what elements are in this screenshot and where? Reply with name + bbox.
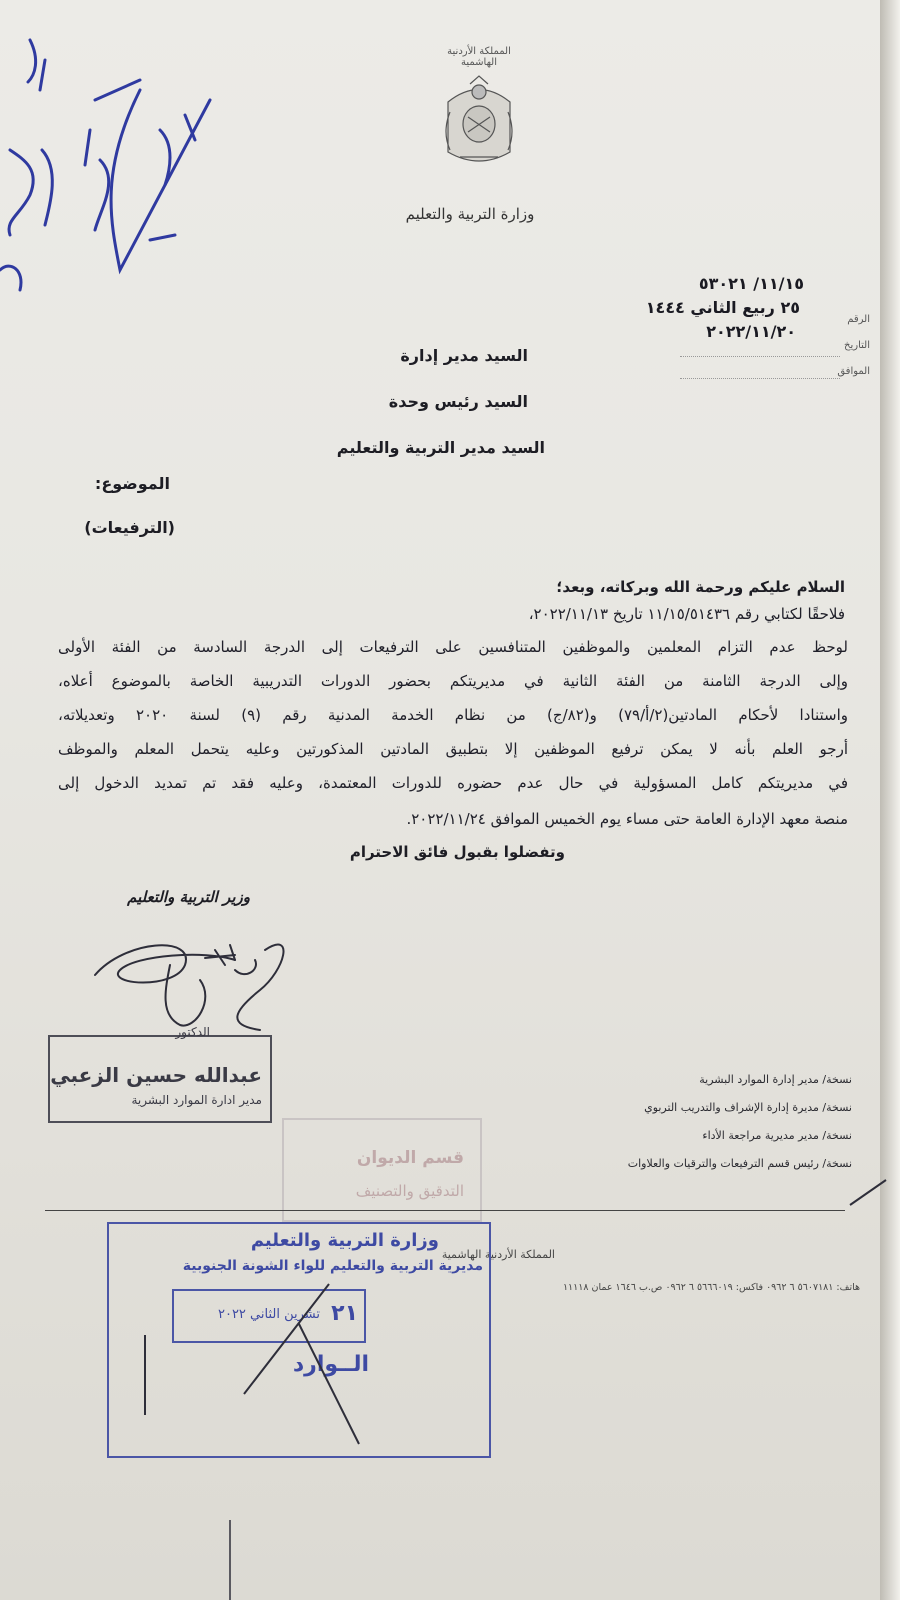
jordan-emblem-icon [440,72,518,172]
body-line: لوحظ عدم التزام المعلمين والموظفين المتنافسين على الترفيعات إلى الدرجة السادسة من الفئة الأولى [58,638,848,656]
signatory-name: عبدالله حسين الزعبي [50,1063,262,1087]
ink-mark [140,1335,150,1415]
body-line: أرجو العلم بأنه لا يمكن ترفيع الموظفين إلا بتطبيق المادتين المذكورتين وعليه يتحمل المعلم والموظف [58,740,848,758]
body-line: فلاحقًا لكتابي رقم ١١/١٥/٥١٤٣٦ تاريخ ٢٠٢٢/١١/١٣، [528,605,845,623]
addressee-line: السيد مدير التربية والتعليم [336,438,545,457]
stamp-month-year: تشرين الثاني ٢٠٢٢ [217,1307,320,1322]
reference-divider [680,378,840,379]
emblem-caption: المملكة الأردنية الهاشمية [447,46,511,68]
footer-kingdom: المملكة الأردنية الهاشمية [441,1248,555,1261]
body-line: وإلى الدرجة الثامنة من الفئة الثانية في مديريتكم بحضور الدورات التدريبية الخاصة بالموضوع أعلاه، [58,672,848,690]
reference-number: ١١/١٥/ ٥٣٠٢١ [698,274,804,293]
received-stamp [107,1222,491,1458]
reference-divider [680,356,840,357]
copy-recipient: نسخة/ مدير إدارة الموارد البشرية [699,1073,852,1086]
date-label: التاريخ [844,340,870,351]
archive-stamp-line: قسم الديوان [356,1148,464,1168]
copy-recipient: نسخة/ رئيس قسم الترفيعات والترقيات والعلاوات [627,1157,852,1170]
copy-recipient: نسخة/ مديرة إدارة الإشراف والتدريب التربوي [644,1101,852,1114]
signatory-role: مدير ادارة الموارد البشرية [131,1093,262,1107]
corresponding-label: الموافق [837,366,870,377]
ministry-logo-text: وزارة التربية والتعليم [405,205,535,223]
stamp-ministry: وزارة التربية والتعليم [250,1230,439,1251]
addressee-line: السيد رئيس وحدة [388,392,528,411]
ink-mark [225,1520,235,1600]
body-line: واستنادا لأحكام المادتين(٢/أ/٧٩) و(٨٢/ج) من نظام الخدمة المدنية رقم (٩) لسنة ٢٠٢٠ وتعديلاته، [58,706,848,724]
on-behalf-of: وزير التربية والتعليم [127,888,250,906]
addressee-line: السيد مدير إدارة [400,346,528,365]
handwritten-annotation [0,20,220,300]
stamp-directorate: مديرية التربية والتعليم للواء الشونة الجنوبية [182,1258,483,1274]
subject-label: الموضوع: [94,474,170,493]
signature-stamp [48,1025,272,1123]
body-line: منصة معهد الإدارة العامة حتى مساء يوم الخميس الموافق ٢٠٢٢/١١/٢٤. [406,810,848,828]
archive-stamp-line: التدقيق والتصنيف [355,1182,464,1200]
footer-contact: هاتف: ٥٦٠٧١٨١ ٦ ٠٩٦٢ فاكس: ٥٦٦٦٠١٩ ٦ ٠٩٦٢ ص.ب ١٦٤٦ عمان ١١١١٨ [562,1282,860,1293]
copy-recipient: نسخة/ مدير مديرية مراجعة الأداء [702,1129,852,1142]
stamp-strike [239,1264,379,1454]
footer-rule [45,1210,845,1211]
archive-stamp [282,1118,482,1222]
greeting: السلام عليكم ورحمة الله وبركاته، وبعد؛ [556,578,845,596]
stamp-label: الــوارد [292,1352,369,1377]
page-edge [880,0,900,1600]
signature-graphic [85,930,315,1040]
signatory-title: الدكتور [175,1025,210,1039]
closing: وتفضلوا بقبول فائق الاحترام [349,843,565,861]
stamp-day: ٢١ [331,1301,358,1326]
hijri-date: ٢٥ ربيع الثاني ١٤٤٤ [645,298,800,317]
number-label: الرقم [847,314,870,325]
gregorian-date: ٢٠٢٢/١١/٢٠ [706,322,796,341]
pen-mark [848,1170,888,1210]
body-line: في مديريتكم كامل المسؤولية في حال عدم حضوره للدورات المعتمدة، وعليه فقد تم تمديد الدخول إلى [58,774,848,792]
subject-value: (الترفيعات) [84,518,175,537]
